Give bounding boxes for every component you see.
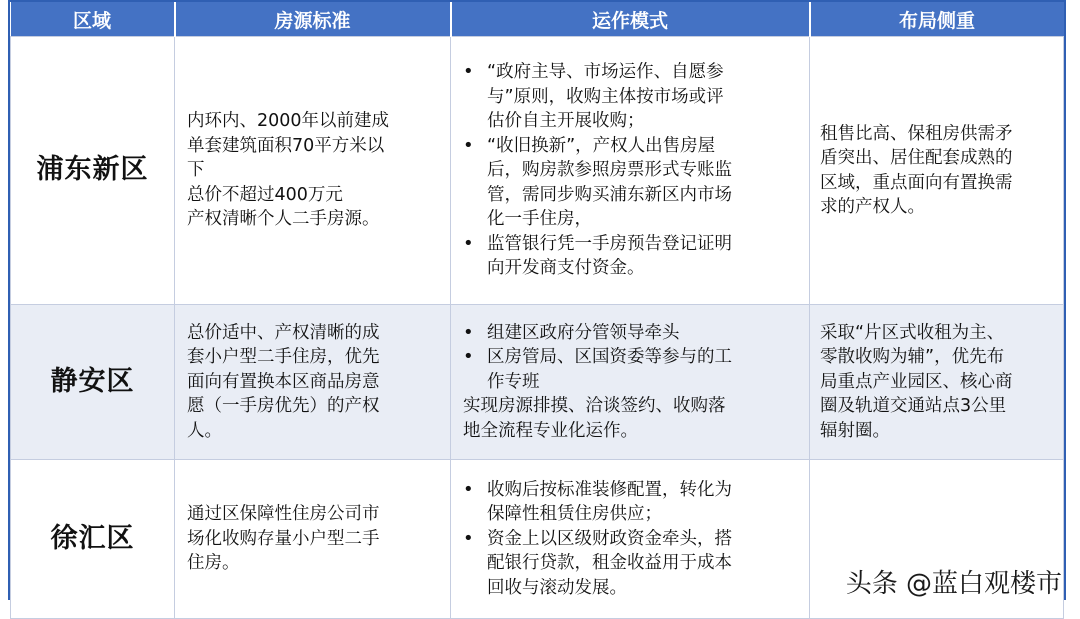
ops-cell bbox=[451, 305, 810, 460]
text-line: 辐射圈。 bbox=[820, 420, 890, 441]
header-ops: 运作模式 bbox=[451, 2, 810, 37]
text-line: 化一手住房， bbox=[487, 209, 592, 230]
text-line: 圈及轨道交通站点3公里 bbox=[820, 396, 1007, 417]
list-item bbox=[459, 478, 799, 527]
text-line: • 组建区政府分管领导牵头 bbox=[487, 322, 680, 343]
district-cell: 徐汇区 bbox=[11, 460, 175, 619]
text-line: 人。 bbox=[187, 420, 222, 441]
text-line: 通过区保障性住房公司市 bbox=[187, 504, 380, 525]
ops-bullet-list bbox=[459, 321, 799, 395]
text-line: 套小户型二手住房，优先 bbox=[187, 347, 380, 368]
ops-cell bbox=[451, 37, 810, 305]
table-row bbox=[11, 37, 1064, 305]
text-line: 区域，重点面向有置换需 bbox=[820, 172, 1013, 193]
text-line: • “收旧换新”，产权人出售房屋 bbox=[487, 135, 716, 156]
text-line: 后，购房款参照房票形式专账监 bbox=[487, 160, 732, 181]
text-line: 保障性租赁住房供应； bbox=[487, 504, 662, 525]
text-line: 单套建筑面积70平方米以 bbox=[187, 135, 385, 156]
text-line: 估价自主开展收购； bbox=[487, 111, 645, 132]
list-item bbox=[459, 527, 799, 601]
ops-bullet-list bbox=[459, 60, 799, 281]
header-standard: 房源标准 bbox=[175, 2, 451, 37]
text-line: 内环内、2000年以前建成 bbox=[187, 111, 390, 132]
text-line: 下 bbox=[187, 160, 205, 181]
text-line: 求的产权人。 bbox=[820, 197, 925, 217]
header-focus: 布局侧重 bbox=[810, 2, 1064, 37]
focus-cell bbox=[810, 305, 1064, 460]
text-line: 地全流程专业化运作。 bbox=[463, 420, 638, 441]
district-cell: 静安区 bbox=[11, 305, 175, 460]
text-line: 面向有置换本区商品房意 bbox=[187, 371, 380, 392]
header-district: 区域 bbox=[11, 2, 175, 37]
watermark: 头条 @蓝白观楼市 bbox=[845, 569, 1062, 599]
text-line: 与”原则，收购主体按市场或评 bbox=[487, 86, 724, 107]
text-line: 场化收购存量小户型二手 bbox=[187, 528, 380, 549]
list-item bbox=[459, 321, 799, 346]
policy-table bbox=[8, 0, 1066, 600]
text-line: • 收购后按标准装修配置，转化为 bbox=[487, 479, 732, 500]
text-line: 作专班 bbox=[487, 371, 540, 392]
list-item bbox=[459, 60, 799, 134]
text-line: 盾突出、居住配套成熟的 bbox=[820, 148, 1013, 168]
focus-cell bbox=[810, 37, 1064, 305]
standard-cell bbox=[175, 305, 451, 460]
text-line: 向开发商支付资金。 bbox=[487, 258, 645, 279]
text-line: 总价适中、产权清晰的成 bbox=[187, 322, 380, 343]
ops-cell bbox=[451, 460, 810, 619]
text-line: 采取“片区式收租为主、 bbox=[820, 322, 1005, 343]
text-line: 住房。 bbox=[187, 553, 240, 574]
text-line: • 资金上以区级财政资金牵头，搭 bbox=[487, 528, 732, 549]
policy-table-grid bbox=[10, 2, 1064, 619]
standard-cell bbox=[175, 460, 451, 619]
ops-bullet-list bbox=[459, 478, 799, 601]
header-row bbox=[11, 2, 1064, 37]
text-line: 实现房源排摸、洽谈签约、收购落 bbox=[463, 396, 726, 417]
text-line: 愿（一手房优先）的产权 bbox=[187, 396, 380, 417]
text-line: 配银行贷款，租金收益用于成本 bbox=[487, 553, 732, 574]
text-line: • 区房管局、区国资委等参与的工 bbox=[487, 347, 732, 368]
list-item bbox=[459, 232, 799, 281]
text-line: 管，需同步购买浦东新区内市场 bbox=[487, 184, 732, 205]
list-item bbox=[459, 345, 799, 394]
text-line: 产权清晰个人二手房源。 bbox=[187, 209, 380, 230]
text-line: 总价不超过400万元 bbox=[187, 184, 343, 205]
text-line: • 监管银行凭一手房预告登记证明 bbox=[487, 233, 732, 254]
text-line: 零散收购为辅”，优先布 bbox=[820, 347, 1005, 368]
list-item bbox=[459, 134, 799, 232]
text-line: 回收与滚动发展。 bbox=[487, 577, 627, 598]
text-line: 租售比高、保租房供需矛 bbox=[820, 123, 1013, 144]
standard-cell bbox=[175, 37, 451, 305]
text-line: 局重点产业园区、核心商 bbox=[820, 371, 1013, 392]
table-row bbox=[11, 305, 1064, 460]
text-line: • “政府主导、市场运作、自愿参 bbox=[487, 62, 724, 83]
district-cell: 浦东新区 bbox=[11, 37, 175, 305]
